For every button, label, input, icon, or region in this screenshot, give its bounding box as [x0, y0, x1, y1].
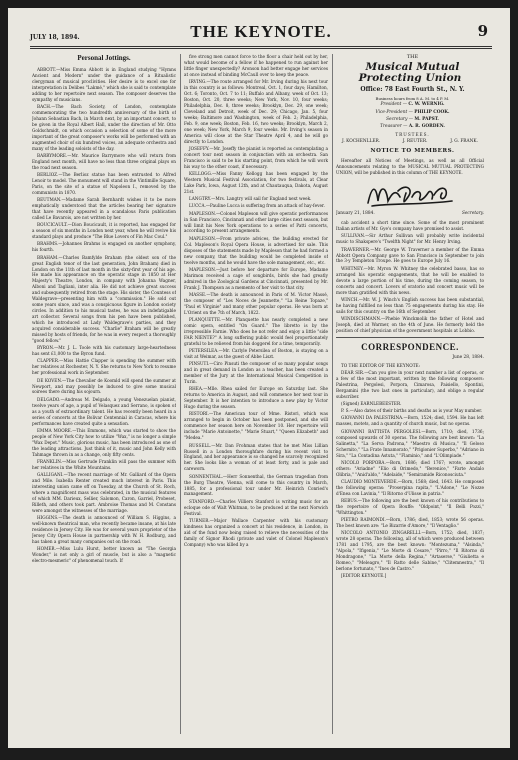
- section-heading: Personal Jottings.: [77, 54, 131, 62]
- trustee-name: J. KOCHENLLER.: [342, 139, 381, 145]
- column-divider: [180, 54, 181, 734]
- article-paragraph: cab accident a short time since. Some of the most prominent Italian artists of Mr. Gye's company have promised to assist.: [336, 220, 484, 232]
- article-paragraph: TRAVERNER.—Mr. George W. Traverner a member of the Emma Abbott Opera Company gave to San Francisco in September to join the 3-y Templeton Troupe. He goes to Europe July 16.: [336, 246, 484, 264]
- article-paragraph: TO THE EDITOR OF THE KEYNOTE:: [341, 362, 420, 368]
- article-paragraph: BERLIOZ.—The Berlioz statue has been entrusted to Alfred Lenoir to model. The monument will stand in the Vintimille Square, Paris, on the site of a statue of Napoleon I., removed by the communists in 1870.: [32, 172, 176, 195]
- article-paragraph: PIETRO RAIMONDI.—Born, 1786; died, 1853; wrote 56 operas. The best known are: "Le Bizarrie d'Amore," "Il Ventaglio.": [336, 517, 484, 529]
- article-paragraph: DEAR SIR.—Can you give in your next number a list of operas, or a few of the most important, written by the following composers: Palestrina, Pergolesi, Porpora, Cimarosa, Paisiello, Spontini, Bergamini (the two last ones in particular), and oblige a regular subscriber.: [336, 369, 484, 399]
- trustees-heading: TRUSTEES.: [395, 131, 430, 137]
- article-paragraph: REBUS.—The following are the best known of his contributions to the repertoire of Opera Bouffe: "Oldpoint," "Il Belli Pozzi," "Whittington.": [336, 498, 484, 515]
- article-paragraph: MAPLESON.—Colonel Mapleson will give operatic performances in San Francisco, Cincinnati and other large cities next season, but will limit his New York operations to a series of Patti concerts, according to present arrangements.: [184, 210, 328, 234]
- article-paragraph: PETERSILEA.—Mr. Carlyle Petersilea of Boston, is staying on a visit at Weimar, as the guest of Abbe Liszt.: [184, 348, 328, 360]
- article-paragraph: LANGTRY.—Mrs. Langtry will sail for England next week.: [189, 196, 312, 202]
- column-jottings-continued: [184, 54, 328, 736]
- column-body: [32, 67, 176, 564]
- article-paragraph: LUCCA.—Pauline Lucca is suffering from an attack of hay-fever.: [189, 203, 325, 209]
- article-paragraph: KELLOGG.—Miss Fanny Kellogg has been engaged by the Western Musical Festival Association, for two festivals, at Clear Lake Park, Iowa, August 12th, and at Chautauqua, Dakota, August 21st.: [184, 171, 328, 194]
- article-paragraph: DELGADO.—Andreas M. Delgado, a young Venezuelan pianist, twelve years of age, a pupil of Velasquez and Serrano, is spoken of as a youth of extraordinary talent. He has recently been heard in a series of concerts at the Bolivar Centennial in Caracas, where his performances have created quite a sensation.: [32, 396, 176, 426]
- officer-role: Vice-President: [375, 109, 408, 115]
- signature-row: [336, 211, 484, 217]
- article-paragraph: CLAUDIO MONTEVERDE.—Born, 1568; died, 1643. He composed the following operas: "Proserpina rapita," "L'Adone," "Le Nozze d'Enea con Lavinia," "Il Ritorno d'Ulisse in patria.": [336, 478, 484, 496]
- article-paragraph: BARRYMORE.—Mr. Maurice Barrymore who will return from England next month, will have no less than three original plays on the road next season.: [32, 152, 176, 170]
- article-paragraph: [EDITOR KEYNOTE.]: [341, 573, 387, 579]
- sign-title: Secretary.: [461, 211, 484, 217]
- officer-list: [336, 102, 484, 130]
- column-personal-jottings: [32, 54, 176, 736]
- header-rule: [30, 48, 492, 49]
- notice-text: Hereafter all Notices of Meetings, as well as all Official Announcements relating to the MUSICAL MUTUAL PROTECTING UNION, will be published in this column of THE KEYNOTE.: [336, 157, 484, 175]
- union-the: THE: [406, 54, 419, 60]
- article-paragraph: BYRON.—Mr. J. L. Toole with his customary large-heartedness has sent £1,000 to the Byron fund.: [32, 345, 176, 357]
- article-paragraph: SULLIVAN.—Sir Arthur Sullivan will probably write incidental music to Shakspere's "Twelfth Night" for Mr. Henry Irving.: [336, 233, 484, 245]
- issue-date: JULY 18, 1894.: [30, 34, 80, 41]
- article-paragraph: CLAPPER.—Miss Hattie Clapper is spending the summer with her relatives at Rochester, N. Y. She returns to New York to resume her professional work in September.: [32, 358, 176, 376]
- officer-role: Secretary: [386, 117, 408, 122]
- article-paragraph: ABBOTT.—Miss Emma Abbott is in England studying "Hymns Ancient and Modern" under the guidance of a Ritualistic clergyman of musical proclivities. Her desire is to excel one for interpretation in Delibes "Lakmé," which she is said to contemplate adding to her repertoire next season. The composer deserves the sympathy of musicians.: [32, 66, 176, 102]
- article-paragraph: five strong men cannot force to the floor a chair held out by her, what would become of a fellow if he happened to run against her little finger unexpectedly? Aronson had better engage her services at once instead of binding McCaull over to keep the peace.: [184, 54, 328, 77]
- officer-role: President: [380, 102, 402, 108]
- newspaper-page: [8, 8, 510, 748]
- article-paragraph: (Signed) EARNLEBEESTER.: [341, 400, 402, 406]
- column-body: [184, 54, 328, 548]
- article-paragraph: PLANQUETTE.—Mr. Planquette has nearly completed a new comic opera, entitled "On Guard." The libretto is by the irrepressible Farnie. Who does he not refer and enjoy a little "side FAR NIENTE?" A long suffering public would feel proportionately grateful to be relieved from his doggerel for a time, temporarily.: [184, 317, 328, 346]
- article-paragraph: FRANKLIN.—Miss Gertrude Franklin will pass the summer with her relatives in the White Mountains.: [32, 458, 176, 470]
- union-notice-box: [336, 54, 484, 156]
- sign-date: January 21, 1884.: [336, 211, 375, 217]
- article-paragraph: DE KOVEN.—The Chevalier de Koomld will spend the summer at Newport, and may possibly be induced to give some musical soirees there during his sojourn.: [32, 377, 176, 395]
- article-paragraph: BRAHMS.—Johannes Brahms is engaged on another symphony, his fourth.: [32, 241, 176, 253]
- article-paragraph: STANFORD.—Charles Villiers Stanford is writing music for an ecloque ode of Walt Whitman, to be produced at the next Norwich Festival.: [184, 498, 328, 516]
- article-paragraph: WINDISCHMANN.—Phebie Winckmolik the father of Hotel and Joseph, died at Warmer, on the 4th of June. He formerly held the position of chief physician of the government hospitals at Lobbio.: [336, 315, 484, 333]
- article-paragraph: HOMER.—Miss Lulu Hurst, better known as "The Georgia Wonder," is not only a girl of muscle, but is also a "magnetic electro-mesmeric" of phenomenal touch. If: [32, 546, 176, 563]
- article-paragraph: NICOLO PORPORA.—Born, 1686; died 1767; wrote, amongst others: "Ariadne" "Elio di Orimedo," "Berenice," "Farte Andalo Olibria," "Anid'aldo," "Adelaide," "Semiramide Riconosciuta.": [336, 459, 484, 477]
- officer-name: A. R. GORDEN.: [408, 124, 445, 130]
- article-paragraph: WINCH.—Mr. W. J. Winch's English success has been substantial, he having fulfilled no less than 75 engagements during his stay. He sails for this country on the 16th of September.: [336, 296, 484, 314]
- article-paragraph: GIOVANNI DA PALESTRINA.—Born, 1524; died, 1594. He has left masses, motets, and a quantity of church music, but no operas.: [336, 415, 484, 427]
- article-paragraph: IRVING.—The route arranged for Mr. Irving during his next tour in this country is as follows: Montreal, Oct. 1, four days; Hamilton, Oct. 6; Toronto, Oct. 7 to 11; Buffalo and Albany, week of Oct. 13; Boston, Oct. 20, three weeks; New York, Nov. 10, four weeks; Philadelphia, Dec. 8, three weeks; Brooklyn, Dec. 29, one week; Cleveland and Detroit, week of Dec. 29; Chicago, Jan. 5, four weeks; Baltimore and Washington, week of Feb. 2; Philadelphia, Feb. 9, one week; Boston, Feb. 16, two weeks; Brooklyn, March 2, one week; New York, March 9, four weeks. Mr. Irving's season in America will close at the Star Theatre April 4, and he will go directly to London.: [184, 79, 328, 144]
- page-header: [30, 20, 492, 47]
- article-paragraph: HIGGINS.—The death is announced of William S. Higgins, a well-known theatrical man, who recently became insane, at his late residence in Jersey City. He was for several years proprietor of the Jersey City Opera House in partnership with W. H. Rodburg, and has taken a great many companies out on the road.: [32, 515, 176, 544]
- jottings-conclusion: [336, 220, 484, 334]
- officer-entry: President — C. W. WERNIG.: [380, 102, 445, 108]
- article-paragraph: MASSE.—The death is announced in Paris of M. Victor Massé, the composer of "Les Noces de Jeannette," "La Reine Topaze," "Paul et Virginie" and many other popular operas. He was born at L'Orient on the 7th of March, 1822.: [184, 291, 328, 315]
- article-paragraph: MAPLESON.—Just before her departure for Europe, Madame Marimon received a cage of songbirds, birds she had greatly admired in the Zoological Gardens at Cincinnati, presented by Mr. Frank J. Thompson as a memento of her visit to that city.: [184, 266, 328, 290]
- article-paragraph: RISTORI.—The American tour of Mme. Ristori, which was arranged to begin in October has been postponed, and she will commence her season here on November 10. Her repertoire will include "Marie Antoinette," "Marie Stuart," "Queen Elizabeth" and "Medea.": [184, 411, 328, 441]
- trustee-name: J. G. FRANK.: [450, 139, 478, 145]
- union-name: Musical Mutual Protecting Union: [358, 61, 462, 85]
- article-paragraph: RHEA.—Mlle. Rhea sailed for Europe on Saturday last. She returns to America in August, and will commence her next tour in September. It is her intention to introduce a new play by Victor Hugo during the season.: [184, 386, 328, 410]
- notice-heading: NOTICE TO MEMBERS.: [370, 148, 455, 155]
- union-office: Office: 78 East Fourth St., N. Y.: [360, 85, 465, 93]
- correspondence-heading: CORRESPONDENCE.: [336, 337, 484, 354]
- article-paragraph: SONNENTHAL.—Herr Sonnenthal, the German tragedian from the Burg Theatre, Vienna, will come to this country in March, 1885, for a professional tour under Mr. Heinrich Conried's management.: [184, 473, 328, 497]
- article-paragraph: P. S.—Also dates of their births and deaths as is your May number.: [341, 408, 483, 414]
- officer-entry: Secretary — M. PAPST.: [386, 117, 439, 122]
- officer-entry: Treasurer — A. R. GORDEN.: [380, 124, 445, 130]
- article-paragraph: GALLIGANI.—The recent marriage of Mr. Galliard of the Opera and Mile. Isabella Renter created much interest in Paris. This interesting union came off on Tuesday, at the Church of St. Roch, where a magnificent mass was celebrated, in the musical features of which MM. Darieux, Sellier, Salomon, Caron, Garriel, Probeset, Rilleth, and others took part. Ambroise Thomas and M. Constans were amongst the witnesses of the marriage.: [32, 472, 176, 513]
- masthead-title: THE KEYNOTE.: [190, 22, 332, 41]
- correspondence-body: [336, 363, 484, 580]
- article-paragraph: BACH.—The Bach Society, of London, contemplate commemorating the two hundredth anniversary of the birth of Johann Sebastian Bach, in March next, by an important concert, to be given in the Royal Albert Hall, under the direction of Mr. Otto Goldschmidt, on which occasion a selection of some of the more important of the great composer's works will be performed with an augmented choir of six hundred voices, an adequate orchestra and many of the leading soloists of the day.: [32, 103, 176, 151]
- column-union-correspondence: [336, 54, 484, 736]
- article-paragraph: BOUCICAULT.—Dion Boucicault, it is reported, has engaged for a season of six months in London next year, when he will revive his standard plays and produce "The Blue Lovers of Fin Mac Coul.": [32, 222, 176, 240]
- column-divider: [332, 54, 333, 734]
- article-paragraph: MAPLESON.—From private advices, the building erected for Col. Mapleson's Royal Opera House, is advertised for sale. This disposes of the statements made by Mapleson that he had formed a new company, that the building would be completed inside of twelve months, and he would have the sole management, etc., etc.: [184, 235, 328, 265]
- trustee-list: [336, 139, 484, 145]
- trustee-name: J. REUTER.: [402, 139, 428, 145]
- officer-name: PHILIP COOK.: [414, 109, 450, 115]
- signature-image: [362, 179, 458, 209]
- article-paragraph: BRAHAM.—Charles Bamfylde Braham (the oldest son of the great English tenor of the last generation, John Braham) died in London on the 11th of last month in the sixty-first year of his age. He made his appearance on the operatic stage in 1850 at Her Majesty's Theatre, London, in company with Johanna Wagner, Alboni and Tagliani, inter alia. He did not achieve great success and subsequently retired from the stage. His sister, the Countess of Waldegrave—presenting him with a "commission." He sold out some years since, and was a conspicuous figure in London society circles. In addition to his musical tastes, he was an indefatigable art collector. Several songs from his pen have been published, which he introduced at Lady Waldegrave's parties, and they acquired considerable success. "Charlie" Braham will be greatly missed by hosts of friends, for he was in every respect a thoroughly "good fellow.": [32, 254, 176, 343]
- article-paragraph: BEUTMAN.—Madame Sarah Bernhardt wishes it to be more emphatically understood that the articles bearing her signature that have recently appeared in a scandalous Paris publication called Le Bavarois, are not written by her.: [32, 197, 176, 220]
- page-number: 9: [477, 22, 488, 40]
- secretary-signature: [336, 177, 484, 211]
- article-paragraph: NICCOLO ANTONIO ZINGARELLI.—Born, 1752; died, 1837; wrote 28 operas. The following, all of which were produced between 1781 and 1795, are the best known: "Montezuma," "Alsinda," "Alpola," "Ifigenia," "Le Morte di Cesare," "Pirro," "Il Ritorno di Mondragone," "La Morte della Regina," "Artaserse," "Giulietta e Romeo," "Meleagro," "Il Ratto delle Sabine," "Clitemnestra," "Il berlone fortunato," "Ines de Castro.": [336, 530, 484, 572]
- article-paragraph: RUSSELL.—Mr. Dan Frohman states that he met Miss Lillian Russell in a London thoroughfare during his recent visit to England, and her appearance is so changed he scarcely recognized her. She looks like a woman of at least forty, and is pale and careworn.: [184, 442, 328, 472]
- officer-name: M. PAPST.: [414, 117, 439, 122]
- article-paragraph: GIOVANNI BATTISTA PERGOLESI.—Born, 1710; died, 1736; composed upwards of 30 operas. The following are best known: "La Salinetta," "La Serva Padrona," "Maestro di Musica," "Il Geloso Schernito," "La Frate Innamorato," "Prigionier Superbo," "Adriano in Sira," "La Contadina Astuta," "Flaminio," and "L'Olimpiade.": [336, 428, 484, 458]
- article-paragraph: JOSEFFY.—Mr. Joseffy the pianist is reported as contemplating a concert tour next season in conjunction with an orchestra. San Francisco is said to be his starting point, from which he will work his way to the other coast, if necessary.: [184, 145, 328, 169]
- officer-role: Treasurer: [380, 124, 402, 130]
- union-hours: Business hours from 8 A. M. to 4 P. M.: [375, 95, 450, 101]
- article-paragraph: WHITNEY.—Mr. Myron W. Whitney the celebrated basso, has so arranged his operatic engagements, that he will be enabled to devote a large portion of his time, during the coming season, to concerts and concert. Lovers of oratorio and concert music will be more than gratified with this news.: [336, 265, 484, 295]
- correspondence-date: June 28, 1884.: [452, 354, 484, 360]
- article-paragraph: EMMA MOORE.—This Emmons, which was started to show the people of New York City how to utilize "Wax," is no longer a simple "Wax Depot." Music, glorious music, has been introduced as one of the leading attractions. Just think of it, music and John Kelly with Tahmage thrown in as a change, only fifty cents.: [32, 427, 176, 457]
- officer-name: C. W. WERNIG.: [408, 102, 445, 108]
- officer-entry: Vice-President — PHILIP COOK.: [375, 109, 450, 115]
- article-paragraph: TURNER.—Major Wallace Carpenter with his customary kindness has organized a concert at his residence, in London, in aid of the fund now being raised to relieve the necessities of the family of Signor Rhodi (private and valet of Colonel Mapleson's Company) who was killed by a: [184, 517, 328, 547]
- article-paragraph: PINSUTI.—Ciro Pinsuti the composer of so many popular songs and in great demand in London as a teacher, has been created a member of the Jury at the International Musical Competition in Turin.: [184, 361, 328, 385]
